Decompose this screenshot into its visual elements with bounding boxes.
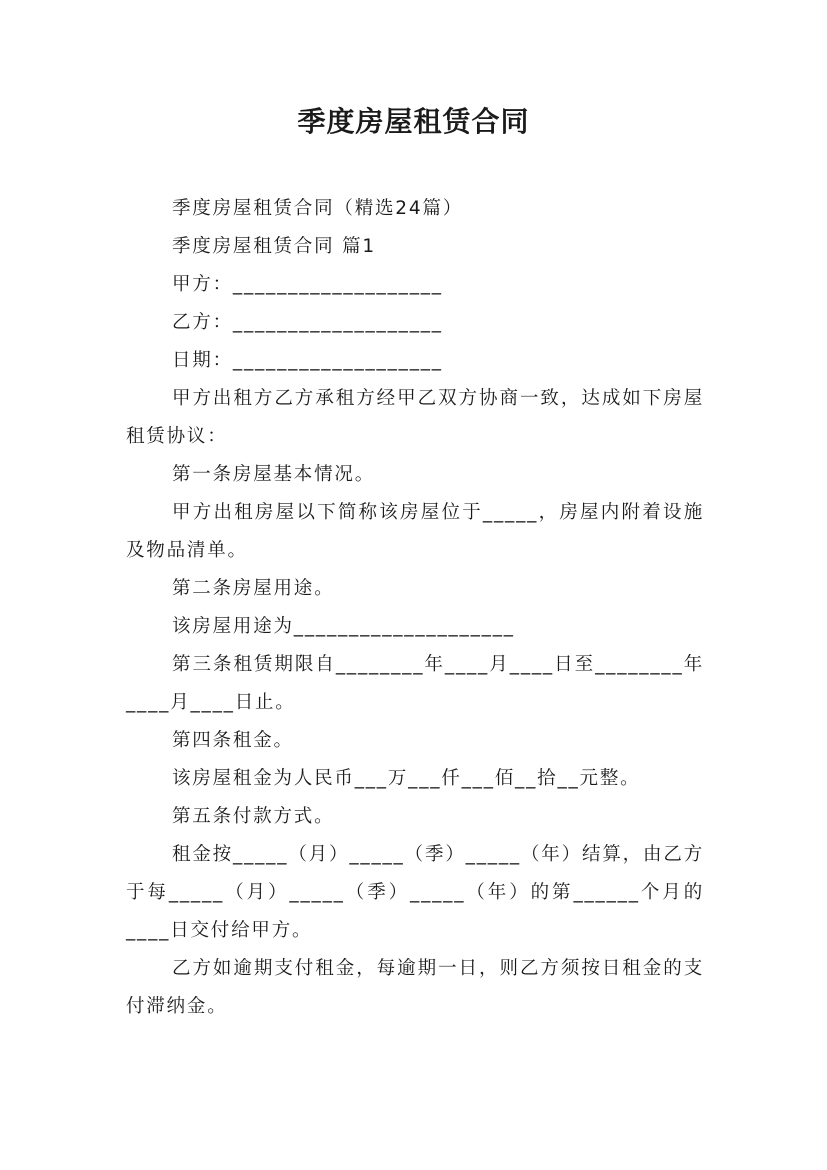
article-5-heading: 第五条付款方式。 [172, 806, 335, 827]
section-heading: 季度房屋租赁合同 篇1 [172, 236, 376, 257]
document-body [126, 190, 704, 1026]
document-subtitle: 季度房屋租赁合同（精选24篇） [172, 198, 464, 219]
article-2-heading: 第二条房屋用途。 [172, 578, 335, 599]
party-a-line: 甲方：___________________ [172, 274, 443, 295]
document-title: 季度房屋租赁合同 [297, 105, 530, 138]
intro-paragraph: 甲方出租方乙方承租方经甲乙双方协商一致，达成如下房屋租赁协议： [126, 388, 704, 447]
article-4-heading: 第四条租金。 [172, 730, 294, 751]
article-4-text: 该房屋租金为人民币___万___仟___佰__拾__元整。 [172, 768, 641, 789]
party-b-line: 乙方：___________________ [172, 312, 443, 333]
article-1-text: 甲方出租房屋以下简称该房屋位于_____，房屋内附着设施及物品清单。 [126, 502, 704, 561]
article-1-heading: 第一条房屋基本情况。 [172, 464, 376, 485]
late-payment-text: 乙方如逾期支付租金，每逾期一日，则乙方须按日租金的支付滞纳金。 [126, 958, 704, 1017]
article-2-text: 该房屋用途为____________________ [172, 616, 515, 637]
article-5-text: 租金按_____（月）_____（季）_____（年）结算，由乙方于每_____（月）_____（季）_____（年）的第______个月的____日交付给甲方。 [126, 844, 704, 941]
date-line: 日期：___________________ [172, 350, 443, 371]
article-3-text: 第三条租赁期限自________年____月____日至________年____月____日止。 [126, 654, 704, 713]
